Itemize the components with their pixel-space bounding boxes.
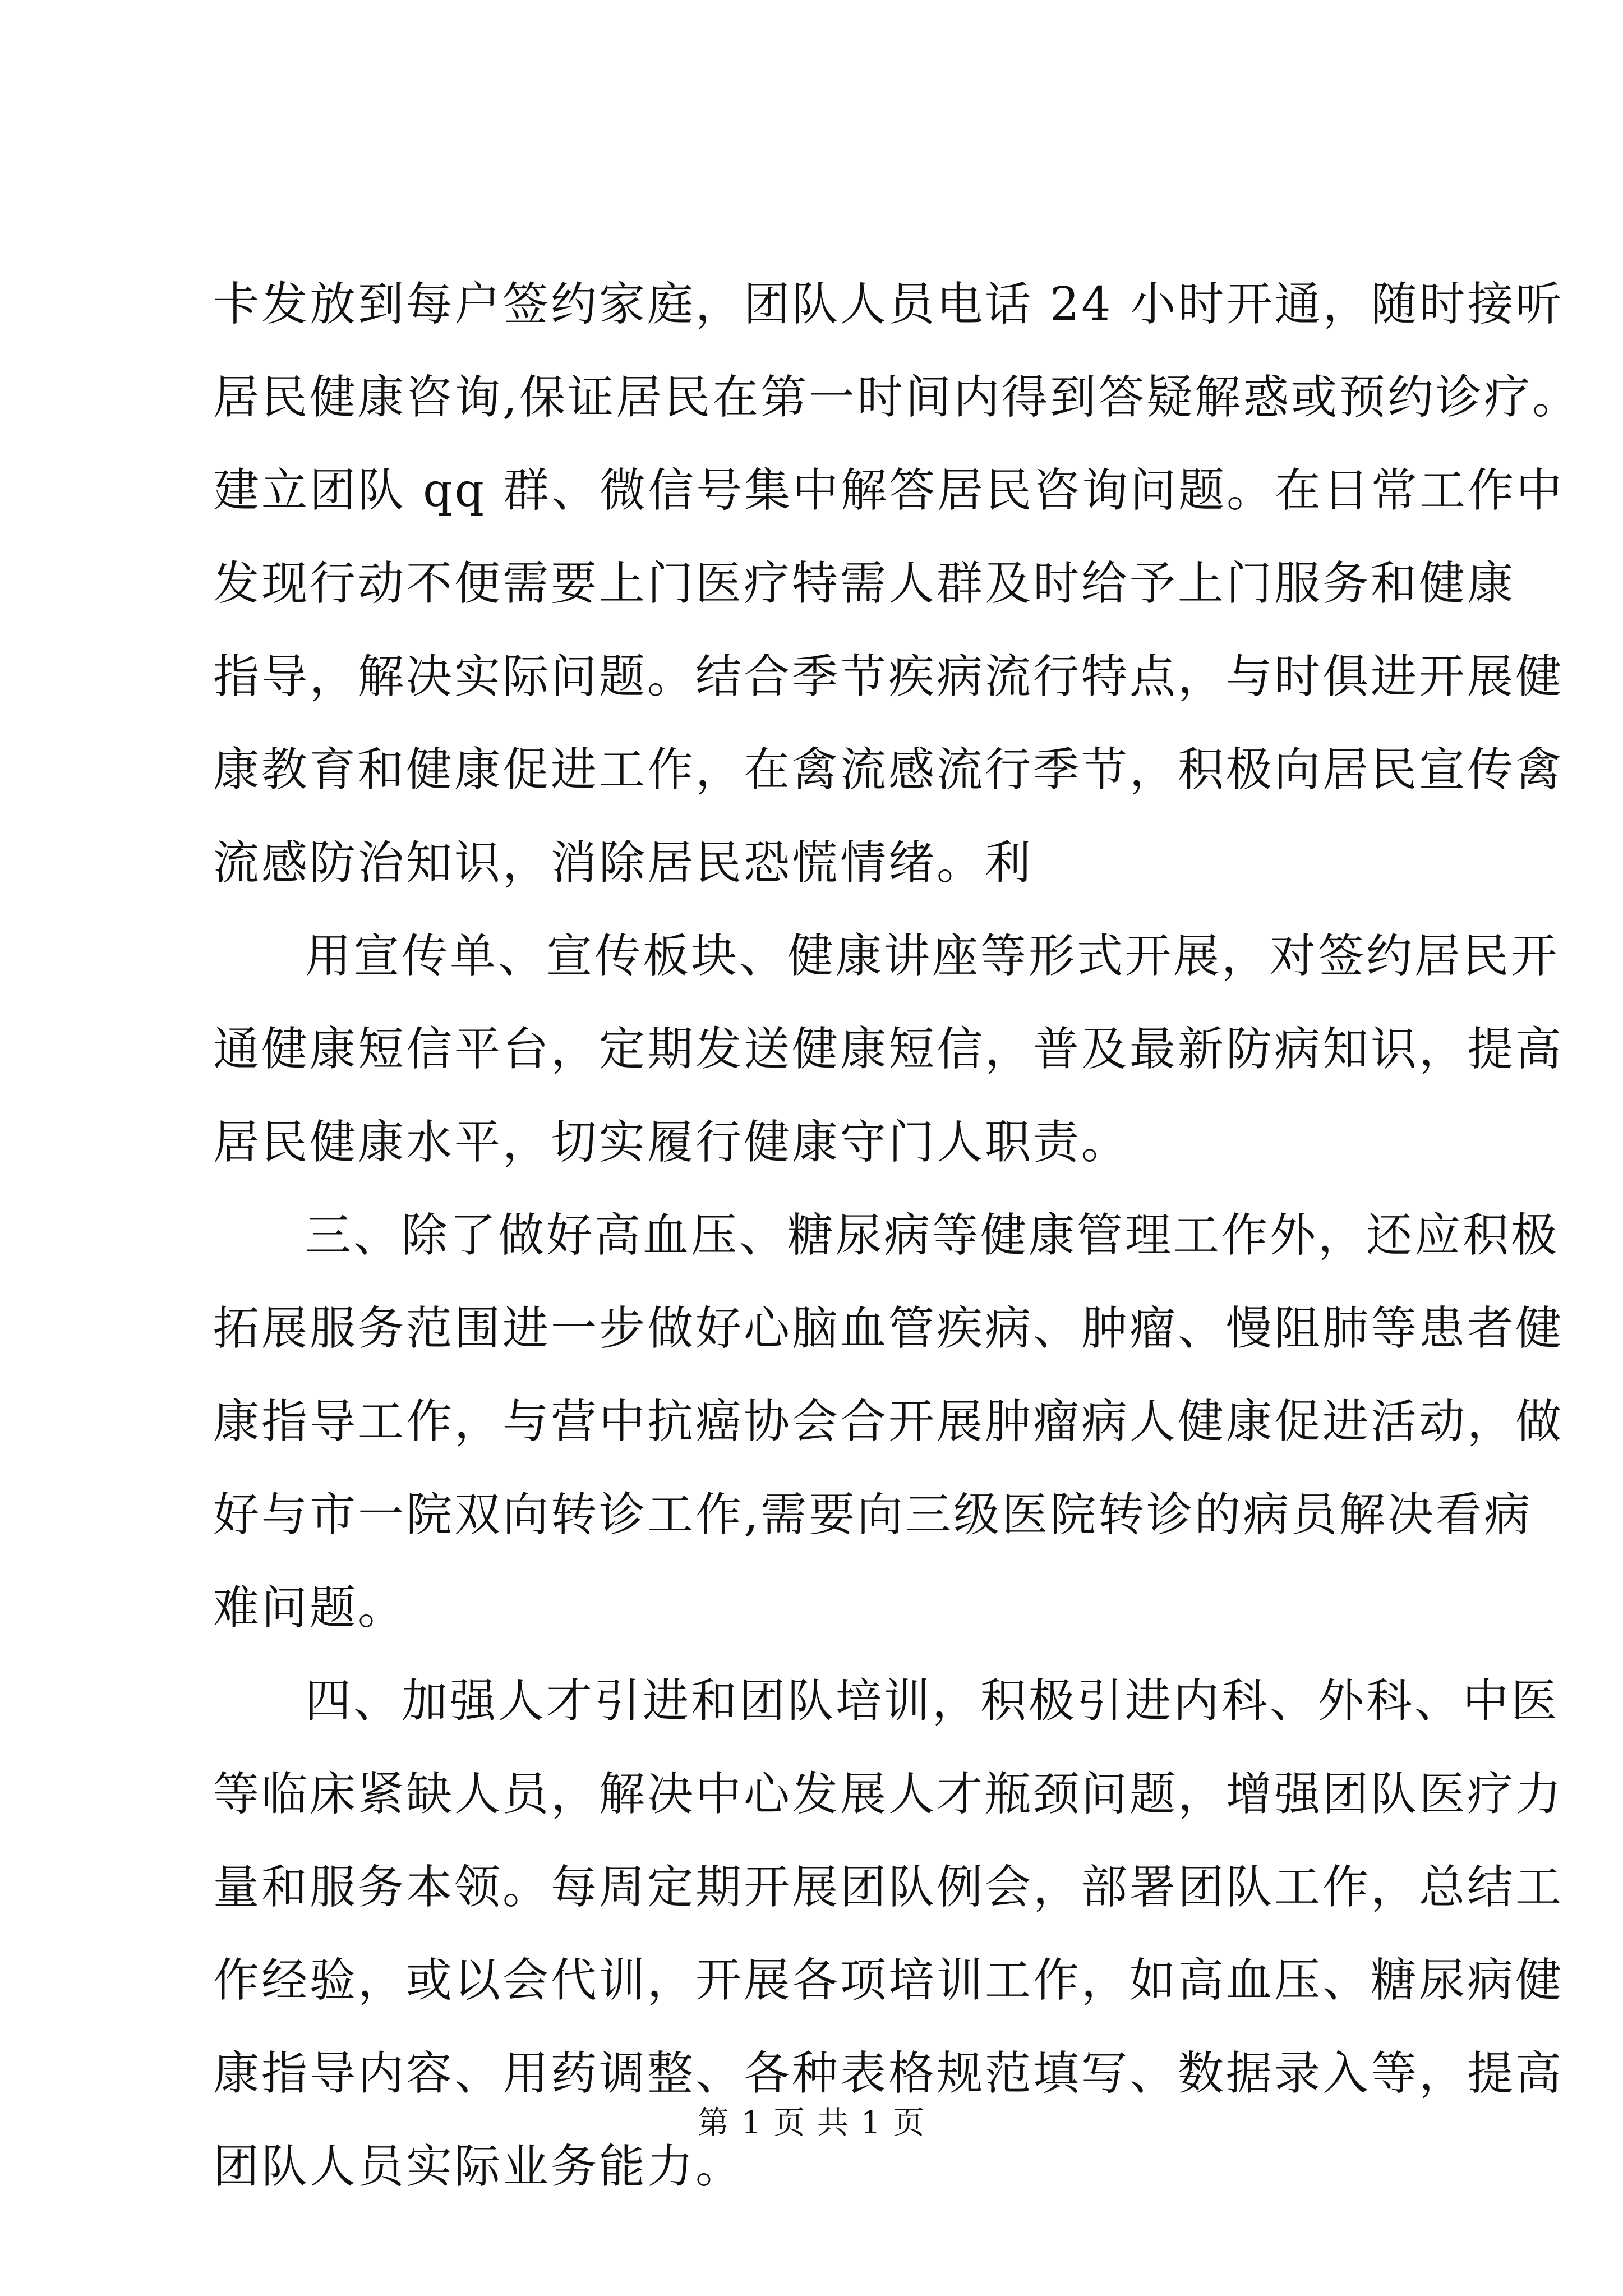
paragraph-line: 发现行动不便需要上门医疗特需人群及时给予上门服务和健康 <box>213 557 1516 610</box>
paragraph-line: 量和服务本领。每周定期开展团队例会，部署团队工作，总结工 <box>213 1861 1564 1914</box>
paragraph-line: 四、加强人才引进和团队培训，积极引进内科、外科、中医 <box>305 1674 1560 1728</box>
paragraph-line: 难问题。 <box>213 1581 407 1635</box>
paragraph-line: 居民健康咨询,保证居民在第一时间内得到答疑解惑或预约诊疗。 <box>213 371 1581 424</box>
paragraph-line: 卡发放到每户签约家庭，团队人员电话 24 小时开通，随时接听 <box>213 278 1564 331</box>
paragraph-1 <box>213 258 1581 910</box>
paragraph-line: 用宣传单、宣传板块、健康讲座等形式开展，对签约居民开 <box>305 930 1560 983</box>
paragraph-line: 作经验，或以会代训，开展各项培训工作，如高血压、糖尿病健 <box>213 1954 1564 2007</box>
paragraph-line: 等临床紧缺人员，解决中心发展人才瓶颈问题，增强团队医疗力 <box>213 1768 1564 1821</box>
paragraph-line: 指导，解决实际问题。结合季节疾病流行特点，与时俱进开展健 <box>213 650 1564 703</box>
paragraph-line: 康指导内容、用药调整、各种表格规范填写、数据录入等，提高 <box>213 2047 1564 2100</box>
body-text <box>213 258 1581 2214</box>
paragraph-line: 建立团队 qq 群、微信号集中解答居民咨询问题。在日常工作中 <box>213 464 1565 517</box>
paragraph-line: 拓展服务范围进一步做好心脑血管疾病、肿瘤、慢阻肺等患者健 <box>213 1302 1564 1355</box>
paragraph-line: 居民健康水平，切实履行健康守门人职责。 <box>213 1116 1130 1169</box>
paragraph-line: 团队人员实际业务能力。 <box>213 2140 744 2193</box>
paragraph-line: 三、除了做好高血压、糖尿病等健康管理工作外，还应积极 <box>305 1209 1560 1262</box>
paragraph-line: 通健康短信平台，定期发送健康短信，普及最新防病知识，提高 <box>213 1023 1564 1076</box>
paragraph-line: 康教育和健康促进工作，在禽流感流行季节，积极向居民宣传禽 <box>213 743 1564 797</box>
paragraph-2 <box>213 910 1564 1189</box>
paragraph-line: 好与市一院双向转诊工作,需要向三级医院转诊的病员解决看病 <box>213 1488 1533 1542</box>
paragraph-3 <box>213 1189 1564 1655</box>
paragraph-line: 康指导工作，与营中抗癌协会合开展肿瘤病人健康促进活动，做 <box>213 1395 1564 1448</box>
paragraph-line: 流感防治知识，消除居民恐慌情绪。利 <box>213 836 1034 890</box>
page-footer: 第 1 页 共 1 页 <box>697 2105 926 2141</box>
